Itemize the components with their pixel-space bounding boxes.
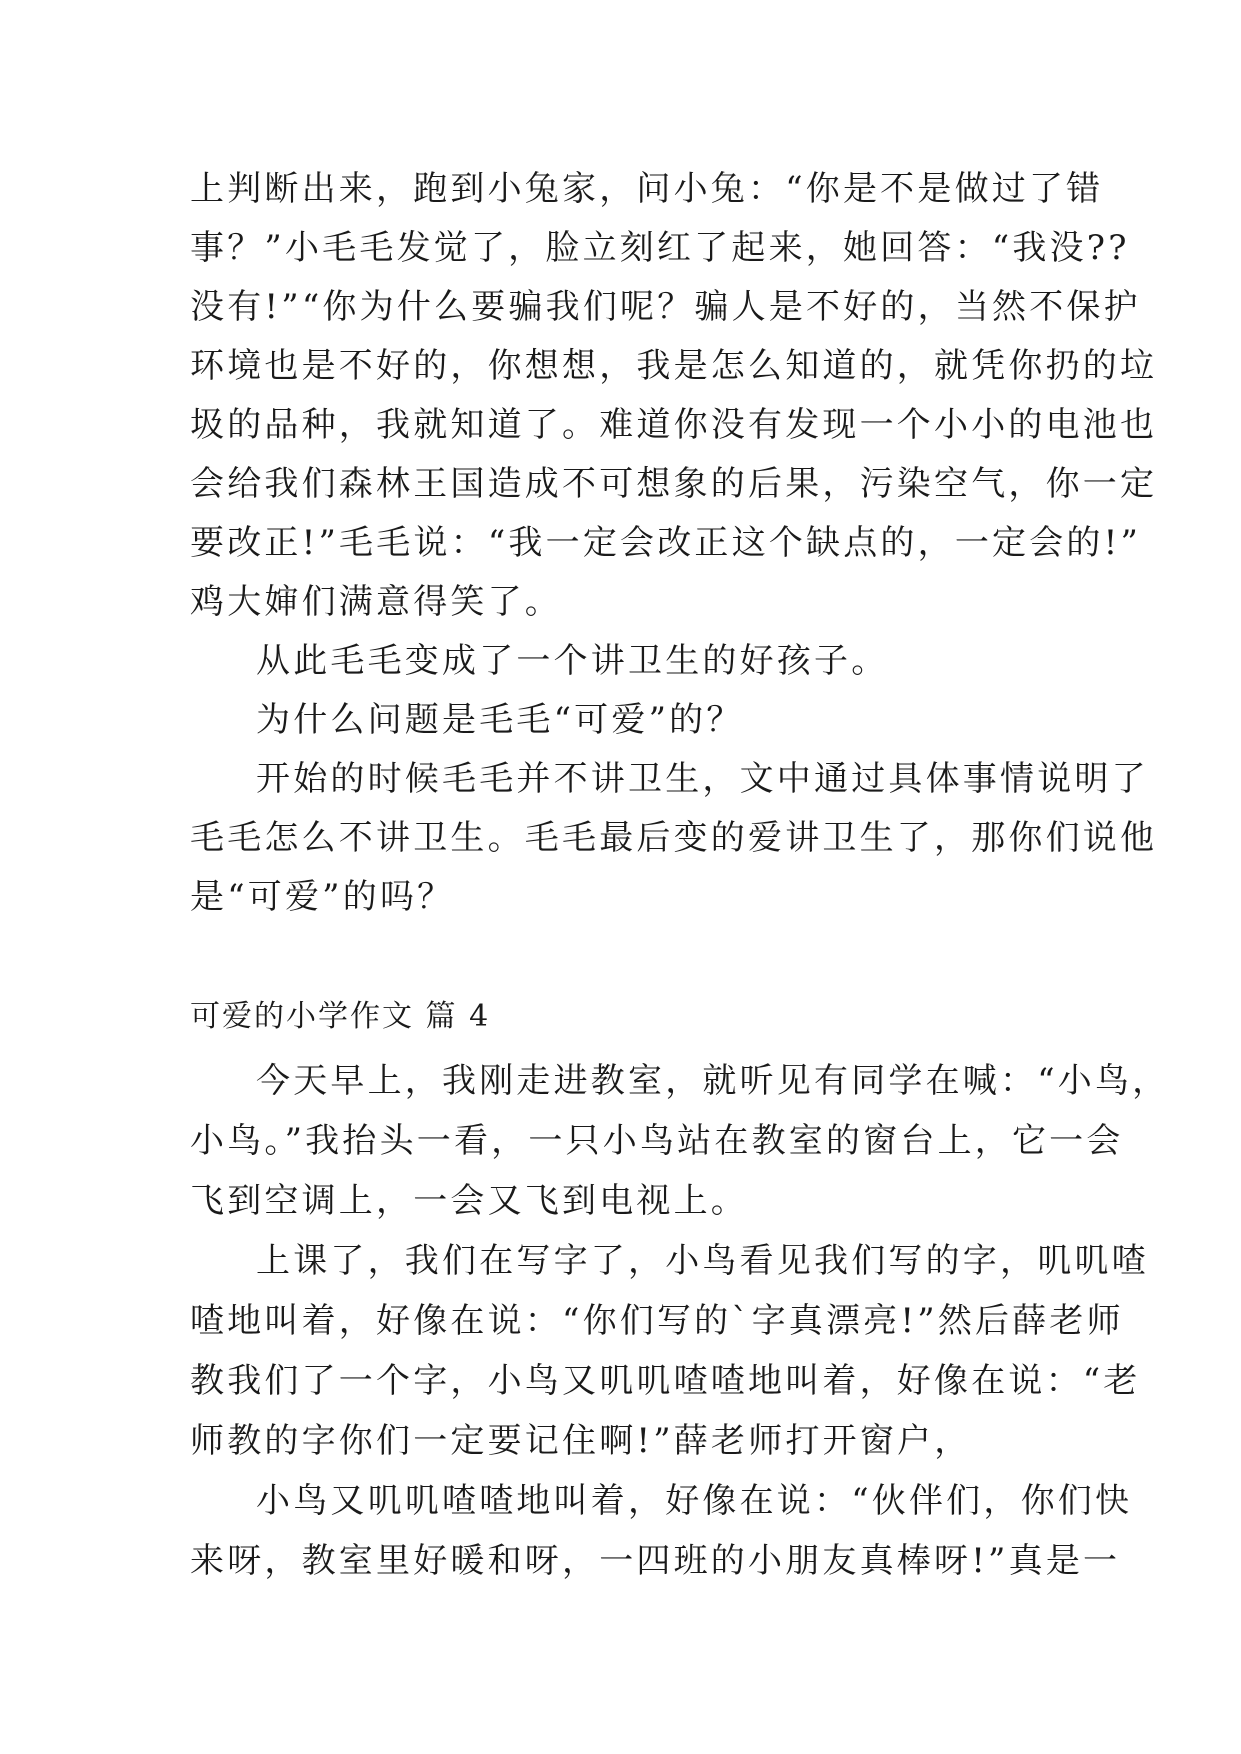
text-line: 没有!”“你为什么要骗我们呢？骗人是不好的，当然不保护 bbox=[190, 287, 1141, 327]
paragraph-5 bbox=[190, 1051, 1170, 1231]
text-line: 师教的字你们一定要记住啊!”薛老师打开窗户， bbox=[190, 1421, 972, 1461]
text-line: 从此毛毛变成了一个讲卫生的好孩子。 bbox=[256, 641, 889, 681]
text-line: 喳地叫着，好像在说：“你们写的`字真漂亮!”然后薛老师 bbox=[190, 1301, 1124, 1341]
paragraph-3 bbox=[190, 691, 1050, 750]
document-body bbox=[190, 160, 1170, 1591]
text-line: 今天早上，我刚走进教室，就听见有同学在喊：“小鸟， bbox=[256, 1061, 1170, 1101]
section-title: 可爱的小学作文 篇 4 bbox=[190, 999, 491, 1034]
text-line: 上判断出来，跑到小兔家，问小兔：“你是不是做过了错 bbox=[190, 169, 1104, 209]
text-line: 环境也是不好的，你想想，我是怎么知道的，就凭你扔的垃 bbox=[190, 346, 1158, 386]
paragraph-2 bbox=[190, 632, 1050, 691]
text-line: 毛毛怎么不讲卫生。毛毛最后变的爱讲卫生了，那你们说他 bbox=[190, 818, 1158, 858]
text-line: 是“可爱”的吗？ bbox=[190, 877, 455, 917]
text-line: 要改正!”毛毛说：“我一定会改正这个缺点的，一定会的!” bbox=[190, 523, 1142, 563]
paragraph-4 bbox=[190, 750, 1158, 927]
text-line: 小鸟又叽叽喳喳地叫着，好像在说：“伙伴们，你们快 bbox=[256, 1481, 1133, 1521]
text-line: 教我们了一个字，小鸟又叽叽喳喳地叫着，好像在说：“老 bbox=[190, 1361, 1141, 1401]
text-line: 开始的时候毛毛并不讲卫生，文中通过具体事情说明了 bbox=[256, 759, 1149, 799]
text-line: 上课了，我们在写字了，小鸟看见我们写的字，叽叽喳 bbox=[256, 1241, 1149, 1281]
text-line: 飞到空调上，一会又飞到电视上。 bbox=[190, 1181, 748, 1221]
section-heading-wrap bbox=[190, 987, 1050, 1047]
text-line: 鸡大婶们满意得笑了。 bbox=[190, 582, 562, 622]
text-line: 会给我们森林王国造成不可想象的后果，污染空气，你一定 bbox=[190, 464, 1158, 504]
text-line: 小鸟。”我抬头一看，一只小鸟站在教室的窗台上，它一会 bbox=[190, 1121, 1124, 1161]
text-line: 事？”小毛毛发觉了，脸立刻红了起来，她回答：“我没?? bbox=[190, 228, 1130, 268]
text-line: 圾的品种，我就知道了。难道你没有发现一个小小的电池也 bbox=[190, 405, 1158, 445]
text-line: 为什么问题是毛毛“可爱”的？ bbox=[256, 700, 744, 740]
section-4-body bbox=[190, 1051, 1170, 1591]
paragraph-1 bbox=[190, 160, 1158, 632]
paragraph-7 bbox=[190, 1471, 1133, 1591]
text-line: 来呀，教室里好暖和呀，一四班的小朋友真棒呀!”真是一 bbox=[190, 1541, 1121, 1581]
paragraph-6 bbox=[190, 1231, 1149, 1471]
